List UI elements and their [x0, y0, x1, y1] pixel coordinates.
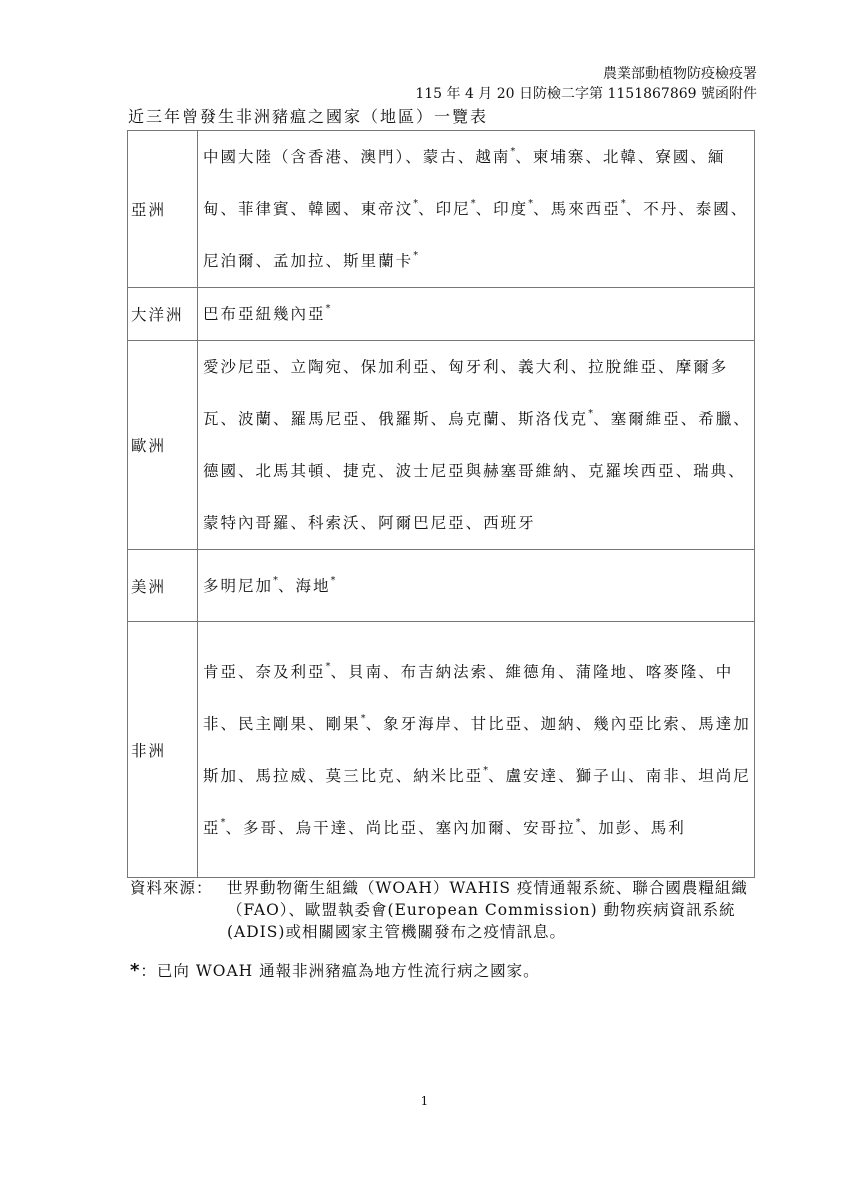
country-name: 蒙特內哥羅 [203, 514, 291, 532]
country-name: 保加利亞 [360, 358, 431, 376]
separator: 、 [405, 148, 423, 166]
separator: 、 [453, 714, 471, 733]
table-row [128, 288, 755, 341]
separator: 、 [290, 200, 309, 218]
separator: 、 [628, 662, 646, 681]
separator: 、 [633, 818, 651, 837]
separator: 、 [558, 766, 576, 785]
separator: 、 [585, 148, 603, 166]
country-name: 馬來西亞 [550, 200, 621, 218]
endemic-asterisk: * [510, 146, 516, 157]
separator: 、 [465, 514, 484, 532]
endemic-asterisk: * [588, 408, 594, 419]
separator: 、 [308, 714, 326, 733]
separator: 、 [500, 410, 519, 428]
country-name: 韓國 [308, 200, 344, 218]
separator: 、 [418, 200, 436, 218]
header-agency: 農業部動植物防疫檢疫署 [603, 66, 757, 82]
separator: 、 [658, 358, 676, 376]
country-name: 南非 [645, 766, 681, 785]
table-row [128, 550, 755, 622]
country-name: 拉脫維亞 [588, 358, 659, 376]
country-name: 肯亞 [203, 662, 239, 681]
endemic-asterisk: * [413, 198, 419, 209]
separator: 、 [360, 410, 379, 428]
country-name: 尼泊爾 [203, 252, 256, 270]
country-name: 塞內加爾 [435, 818, 506, 837]
country-name: 印度 [493, 200, 529, 218]
separator: 、 [430, 410, 449, 428]
separator: 、 [505, 818, 524, 837]
separator: 、 [680, 410, 699, 428]
country-name: 奈及利亞 [255, 662, 326, 681]
country-name: 越南 [475, 148, 511, 166]
country-name: 海地 [295, 576, 331, 595]
separator: 、 [278, 818, 296, 837]
separator: 、 [637, 148, 656, 166]
country-name: 中非 [203, 662, 734, 733]
country-name: 寮國 [655, 148, 691, 166]
endemic-asterisk: * [413, 250, 419, 261]
separator: 、 [457, 148, 476, 166]
separator: 、 [570, 358, 589, 376]
separator: 、 [628, 766, 646, 785]
separator: 、 [488, 766, 506, 785]
country-name: 北韓 [602, 148, 638, 166]
country-name: 愛沙尼亞 [203, 358, 274, 376]
country-name: 多明尼加 [203, 576, 274, 595]
region-cell: 大洋洲 [128, 288, 198, 341]
country-name: 納米比亞 [413, 766, 484, 785]
separator: 、 [515, 148, 533, 166]
separator: 、 [500, 358, 519, 376]
separator: 、 [378, 462, 396, 480]
endemic-legend-text: ：已向 WOAH 通報非洲豬瘟為地方性流行病之國家。 [140, 962, 540, 980]
country-name: 幾內亞比索 [593, 714, 681, 733]
country-name: 尚比亞 [365, 818, 419, 837]
separator: 、 [273, 410, 291, 428]
separator: 、 [395, 766, 414, 785]
separator: 、 [680, 766, 699, 785]
country-name: 俄羅斯 [378, 410, 431, 428]
separator: 、 [523, 714, 541, 733]
country-name: 馬利 [650, 818, 686, 837]
region-cell: 非洲 [128, 622, 198, 878]
separator: 、 [343, 200, 361, 218]
countries-cell [198, 341, 755, 550]
separator: 、 [365, 714, 384, 733]
table-row [128, 622, 755, 878]
country-name: 不丹 [643, 200, 679, 218]
separator: 、 [533, 200, 551, 218]
asterisk-symbol: * [130, 960, 141, 981]
separator: 、 [330, 662, 349, 681]
country-name: 泰國 [695, 200, 731, 218]
countries-cell [198, 288, 755, 341]
country-name: 甘比亞 [470, 714, 524, 733]
country-name: 蒙古 [422, 148, 458, 166]
separator: 、 [475, 200, 494, 218]
country-name: 印尼 [435, 200, 471, 218]
country-name: 民主剛果 [238, 714, 309, 733]
separator: 、 [273, 358, 291, 376]
separator: 、 [680, 714, 699, 733]
separator: 、 [733, 410, 751, 428]
country-name: 希臘 [698, 410, 734, 428]
separator: 、 [418, 818, 436, 837]
country-name: 克羅埃西亞 [588, 462, 676, 480]
country-name: 加彭 [598, 818, 634, 837]
endemic-asterisk: * [620, 198, 626, 209]
separator: 、 [698, 662, 716, 681]
countries-cell [198, 131, 755, 288]
country-name: 剛果 [325, 714, 361, 733]
country-name: 東帝汶 [360, 200, 414, 218]
country-name: 阿爾巴尼亞 [378, 514, 466, 532]
endemic-asterisk: * [330, 574, 336, 586]
separator: 、 [730, 200, 749, 218]
country-name: 波士尼亞與赫塞哥維納 [395, 462, 571, 480]
table-row [128, 131, 755, 288]
separator: 、 [570, 462, 589, 480]
endemic-asterisk: * [575, 816, 581, 828]
separator: 、 [575, 714, 594, 733]
country-name: 烏干達 [295, 818, 349, 837]
country-name: 多哥 [243, 818, 279, 837]
country-name: 獅子山 [575, 766, 629, 785]
endemic-asterisk: * [325, 660, 331, 672]
separator: 、 [238, 462, 256, 480]
country-name: 斯里蘭卡 [343, 252, 414, 270]
separator: 、 [430, 358, 449, 376]
endemic-asterisk: * [273, 574, 279, 586]
separator: 、 [220, 200, 239, 218]
separator: 、 [220, 714, 239, 733]
country-name: 德國 [203, 462, 239, 480]
country-name: 蒲隆地 [575, 662, 629, 681]
separator: 、 [728, 462, 746, 480]
country-name: 西班牙 [483, 514, 536, 532]
country-name: 摩爾多瓦 [203, 358, 729, 428]
source-note [130, 877, 770, 947]
separator: 、 [678, 200, 696, 218]
separator: 、 [360, 514, 379, 532]
country-name: 莫三比克 [325, 766, 396, 785]
source-label: 資料來源： [130, 879, 213, 897]
country-name: 烏克蘭 [448, 410, 501, 428]
country-name: 安哥拉 [523, 818, 576, 837]
endemic-asterisk: * [528, 198, 534, 209]
country-name: 迦納 [540, 714, 576, 733]
country-name: 柬埔寨 [532, 148, 586, 166]
separator: 、 [325, 462, 344, 480]
country-name: 坦尚尼亞 [203, 766, 751, 837]
country-name: 匈牙利 [448, 358, 501, 376]
countries-cell [198, 550, 755, 622]
region-cell: 歐洲 [128, 341, 198, 550]
page-number: 1 [420, 1094, 429, 1108]
endemic-asterisk: * [470, 198, 476, 209]
separator: 、 [625, 200, 644, 218]
region-cell: 亞洲 [128, 131, 198, 288]
separator: 、 [308, 766, 326, 785]
country-name: 中國大陸（含香港、澳門） [203, 148, 406, 166]
separator: 、 [278, 576, 296, 595]
country-name: 喀麥隆 [645, 662, 699, 681]
country-name: 斯洛伐克 [518, 410, 589, 428]
country-name: 塞爾維亞 [610, 410, 681, 428]
country-name: 立陶宛 [290, 358, 344, 376]
separator: 、 [690, 148, 708, 166]
country-name: 緬甸 [203, 148, 726, 218]
country-name: 孟加拉 [273, 252, 326, 270]
separator: 、 [225, 818, 244, 837]
country-name: 羅馬尼亞 [290, 410, 361, 428]
separator: 、 [558, 662, 576, 681]
country-name: 捷克 [343, 462, 379, 480]
separator: 、 [220, 410, 239, 428]
country-name: 義大利 [518, 358, 571, 376]
separator: 、 [325, 252, 344, 270]
separator: 、 [675, 462, 694, 480]
separator: 、 [290, 514, 309, 532]
endemic-asterisk: * [220, 816, 226, 828]
region-cell: 美洲 [128, 550, 198, 622]
country-table-body [128, 131, 755, 878]
country-name: 馬拉威 [255, 766, 309, 785]
separator: 、 [348, 818, 366, 837]
separator: 、 [593, 410, 611, 428]
separator: 、 [488, 662, 506, 681]
header-reference: 115 年 4 月 20 日防檢二字第 1151867869 號函附件 [415, 86, 757, 102]
source-text: 世界動物衛生組織（WOAH）WAHIS 疫情通報系統、聯合國農糧組織（FAO）、歐盟執委會(European Commission) 動物疾病資訊系統 (ADIS)或相關國家主管機關發布之疫情訊息。 [227, 879, 748, 941]
country-name: 貝南 [348, 662, 384, 681]
country-name: 巴布亞紐幾內亞 [203, 305, 326, 323]
endemic-asterisk: * [360, 712, 366, 724]
country-name: 布吉納法索 [400, 662, 489, 681]
endemic-legend [130, 959, 540, 981]
separator: 、 [343, 358, 361, 376]
country-name: 馬達加斯加 [203, 714, 751, 785]
endemic-asterisk: * [325, 303, 331, 314]
separator: 、 [255, 252, 274, 270]
table-row [128, 341, 755, 550]
country-name: 盧安達 [505, 766, 559, 785]
country-name: 瑞典 [693, 462, 729, 480]
country-name: 波蘭 [238, 410, 274, 428]
endemic-asterisk: * [483, 764, 489, 776]
separator: 、 [580, 818, 599, 837]
document-title: 近三年曾發生非洲豬瘟之國家（地區）一覽表 [128, 107, 489, 126]
countries-cell [198, 622, 755, 878]
separator: 、 [238, 662, 256, 681]
country-name: 象牙海岸 [383, 714, 454, 733]
separator: 、 [383, 662, 401, 681]
country-name: 維德角 [505, 662, 559, 681]
country-name: 科索沃 [308, 514, 361, 532]
country-table [127, 130, 755, 878]
country-name: 北馬其頓 [255, 462, 326, 480]
country-name: 菲律賓 [238, 200, 291, 218]
separator: 、 [238, 766, 256, 785]
